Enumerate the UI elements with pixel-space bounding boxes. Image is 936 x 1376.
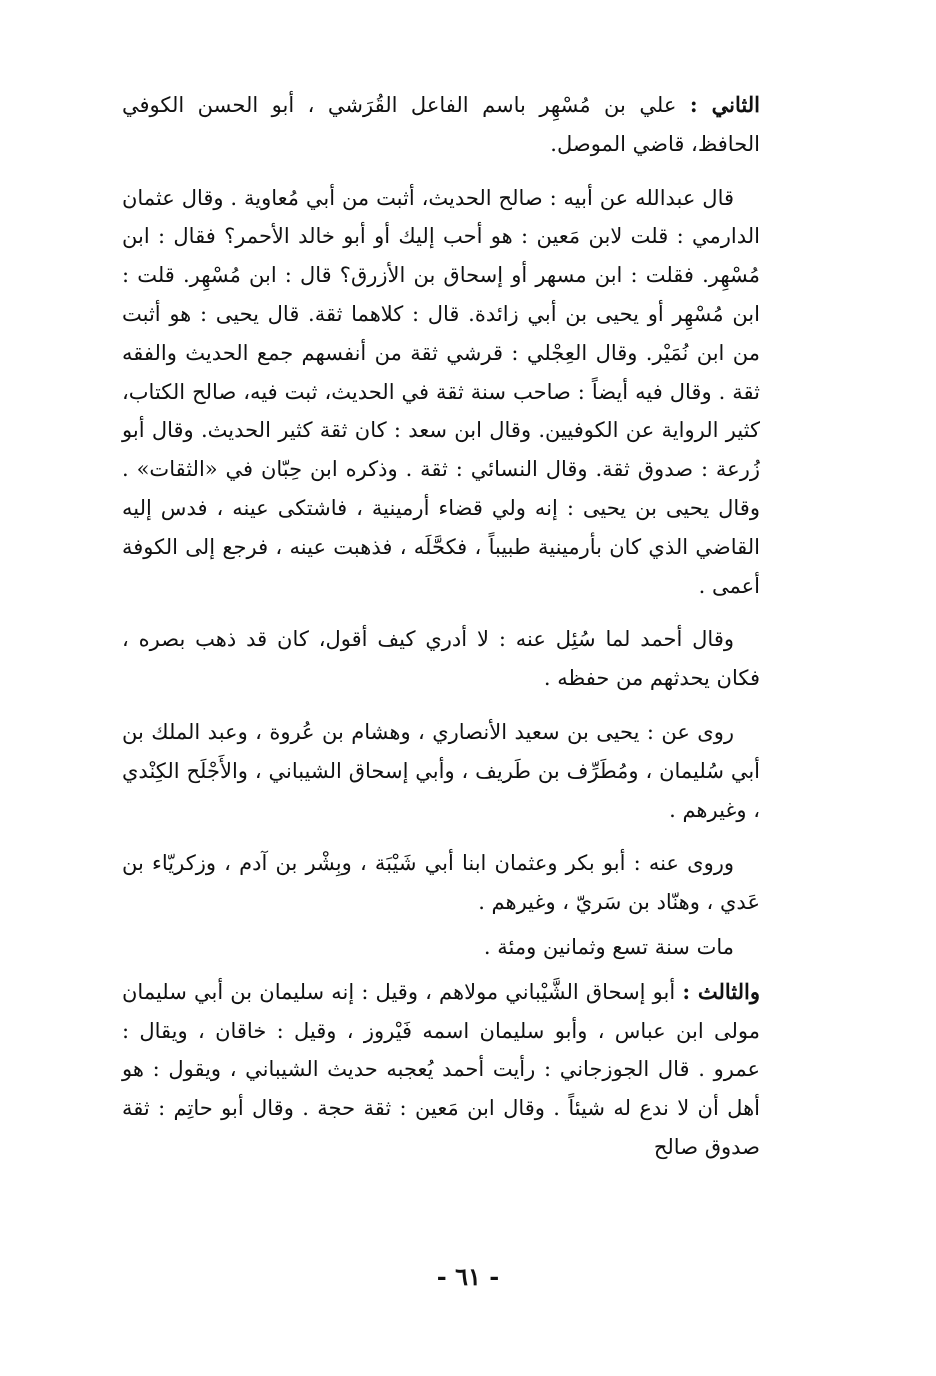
paragraph-text: مات سنة تسع وثمانين ومئة . [483, 934, 734, 959]
paragraph-lead: والثالث : [682, 978, 760, 1004]
paragraph-text: علي بن مُسْهِر باسم الفاعل القُرَشي ، أبو الحسن الكوفي الحافظ، قاضي الموصل. [122, 93, 760, 156]
paragraph-narrated-from [122, 713, 760, 829]
paragraph-text: وقال أحمد لما سُئِل عنه : لا أدري كيف أقول، كان قد ذهب بصره ، فكان يحدثهم من حفظه . [122, 627, 760, 691]
paragraph-lead: الثاني : [689, 92, 760, 117]
paragraph-ahmad-opinion [122, 620, 760, 698]
paragraph-text: أبو إسحاق الشَّيْباني مولاهم ، وقيل : إنه سليمان بن أبي سليمان مولى ابن عباس ، وأبو سليمان اسمه فَيْروز ، وقيل : خاقان ، ويقال : عمرو . قال الجوزجاني : رأيت أحمد يُعجبه حديث الشيباني ، ويقول : هو أهل أن لا ندع له شيئاً . وقال ابن مَعين : ثقة حجة . وقال أبو حاتِم : ثقة صدوق صالح [122, 979, 760, 1159]
page-body-text [122, 86, 760, 1182]
paragraph-text: روى عن : يحيى بن سعيد الأنصاري ، وهشام بن عُروة ، وعبد الملك بن أبي سُليمان ، ومُطَرِّف بن طَريف ، وأبي إسحاق الشيباني ، والأَجْلَح الكِنْدي ، وغيرهم . [122, 719, 760, 822]
paragraph-text: وروى عنه : أبو بكر وعثمان ابنا أبي شَيْبَة ، وبِشْر بن آدم ، وزكريّاء بن عَدي ، وهنّاد بن سَريّ ، وغيرهم . [122, 851, 760, 915]
page-number: - ٦١ - [436, 1262, 500, 1291]
paragraph-second-narrator [122, 86, 760, 164]
paragraph-text: قال عبدالله عن أبيه : صالح الحديث، أثبت من أبي مُعاوية . وقال عثمان الدارمي : قلت لابن مَعين : هو أحب إليك أو أبو خالد الأحمر؟ فقال : ابن مُسْهِر. فقلت : ابن مسهر أو إسحاق بن الأزرق؟ قال : ابن مُسْهِر. قلت : ابن مُسْهِر أو يحيى بن أبي زائدة. قال : كلاهما ثقة. قال يحيى : هو أثبت من ابن نُمَيْر. وقال العِجْلي : قرشي ثقة من أنفسهم جمع الحديث والفقه ثقة . وقال فيه أيضاً : صاحب سنة ثقة في الحديث، ثبت فيه، صالح الكتاب، كثير الرواية عن الكوفيين. وقال ابن سعد : كان ثقة كثير الحديث. وقال أبو زُرعة : صدوق ثقة. وقال النسائي : ثقة . وذكره ابن حِبّان في «الثقات» . وقال يحيى بن يحيى : إنه ولي قضاء أرمينية ، فاشتكى عينه ، فدس إليه القاضي الذي كان بأرمينية طبيباً ، فكحَّلَه ، فذهبت عينه ، فرجع إلى الكوفة أعمى . [122, 185, 760, 598]
paragraph-critics-opinions [122, 179, 760, 606]
paragraph-death-date [122, 928, 760, 967]
paragraph-third-narrator [122, 973, 760, 1167]
paragraph-narrated-by [122, 844, 760, 922]
